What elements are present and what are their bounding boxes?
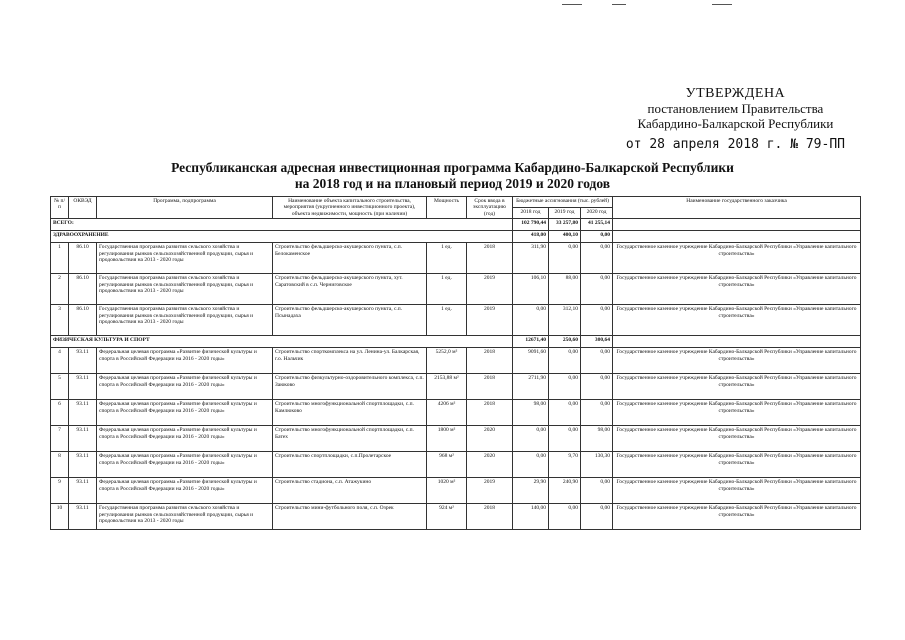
section-2019: 400,10 [549,231,581,243]
row-okved: 93.11 [69,400,97,426]
table-row [51,305,861,336]
row-object: Строительство стадиона, с.п. Атажукино [273,478,427,504]
table-row [51,504,861,530]
row-2018: 98,00 [513,400,549,426]
row-2020: 0,00 [581,374,613,400]
row-term: 2019 [467,478,513,504]
section-2020: 300,64 [581,336,613,348]
table-row [51,374,861,400]
row-term: 2018 [467,504,513,530]
row-2020: 0,00 [581,274,613,305]
row-2019: 0,00 [549,426,581,452]
row-program: Федеральная целевая программа «Развитие физической культуры и спорта в Российской Федерации на 2016 - 2020 годы» [97,426,273,452]
row-2019: 0,00 [549,400,581,426]
section-name: ЗДРАВООХРАНЕНИЕ [51,231,513,243]
table-row [51,426,861,452]
header-year-2018: 2018 год [513,208,549,219]
row-object: Строительство фельдшерско-акушерского пункта, с.п. Белокаменское [273,243,427,274]
row-object: Строительство спорткомплекса на ул. Ленина-ул. Балкарская, г.о. Нальчик [273,348,427,374]
row-term: 2018 [467,348,513,374]
empty-cell [613,336,861,348]
row-2018: 106,10 [513,274,549,305]
row-num: 10 [51,504,69,530]
row-num: 3 [51,305,69,336]
header-program: Программа, подпрограмма [97,197,273,219]
section-row [51,336,861,348]
total-row [51,219,861,231]
row-2020: 0,00 [581,504,613,530]
row-num: 4 [51,348,69,374]
row-2019: 88,00 [549,274,581,305]
row-2020: 0,00 [581,400,613,426]
row-customer: Государственное казенное учреждение Кабардино-Балкарской Республики «Управление капитального строительства» [613,348,861,374]
scan-artifact [562,4,582,5]
row-capacity: 924 м² [427,504,467,530]
row-2019: 0,00 [549,504,581,530]
row-object: Строительство многофункциональной спортплощадки, с.п. Батех [273,426,427,452]
row-2020: 0,00 [581,305,613,336]
row-capacity: 1800 м² [427,426,467,452]
approval-date: от 28 апреля 2018 г. № 79-ПП [625,137,845,152]
scan-artifact [612,4,626,5]
row-num: 2 [51,274,69,305]
header-year-2019: 2019 год [549,208,581,219]
row-term: 2019 [467,274,513,305]
section-2018: 418,00 [513,231,549,243]
section-name: ФИЗИЧЕСКАЯ КУЛЬТУРА И СПОРТ [51,336,513,348]
row-program: Федеральная целевая программа «Развитие физической культуры и спорта в Российской Федерации на 2016 - 2020 годы» [97,452,273,478]
row-2019: 0,00 [549,348,581,374]
row-program: Государственная программа развития сельского хозяйства и регулирования рынков сельскохозяйственной продукции, сырья и продовольствия на 2013 - 2020 годы [97,274,273,305]
approval-stamp [626,86,845,152]
header-year-2020: 2020 год [581,208,613,219]
row-program: Федеральная целевая программа «Развитие физической культуры и спорта в Российской Федерации на 2016 - 2020 годы» [97,478,273,504]
row-term: 2020 [467,452,513,478]
row-okved: 93.11 [69,452,97,478]
table-row [51,243,861,274]
empty-cell [613,219,861,231]
row-okved: 93.11 [69,374,97,400]
row-2018: 29,90 [513,478,549,504]
row-num: 1 [51,243,69,274]
row-capacity: 5252,0 м² [427,348,467,374]
table-row [51,478,861,504]
approval-line: Кабардино-Балкарской Республики [637,116,834,131]
section-2019: 250,60 [549,336,581,348]
empty-cell [613,231,861,243]
table-row [51,452,861,478]
row-2018: 0,00 [513,426,549,452]
total-2019: 33 257,80 [549,219,581,231]
row-term: 2018 [467,400,513,426]
row-customer: Государственное казенное учреждение Кабардино-Балкарской Республики «Управление капитального строительства» [613,504,861,530]
investment-table [50,196,861,530]
table-row [51,348,861,374]
row-okved: 93.11 [69,504,97,530]
row-2018: 140,00 [513,504,549,530]
row-2018: 311,90 [513,243,549,274]
header-customer: Наименование государственного заказчика [613,197,861,219]
header-num: № п/п [51,197,69,219]
row-capacity: 1 ед. [427,305,467,336]
row-capacity: 2153,88 м² [427,374,467,400]
row-2019: 0,00 [549,243,581,274]
row-2020: 98,00 [581,426,613,452]
section-row [51,231,861,243]
row-2020: 0,00 [581,348,613,374]
row-num: 9 [51,478,69,504]
row-2018: 0,00 [513,452,549,478]
row-program: Федеральная целевая программа «Развитие физической культуры и спорта в Российской Федерации на 2016 - 2020 годы» [97,348,273,374]
row-2020: 130,30 [581,452,613,478]
row-object: Строительство многофункциональной спортплощадки, с.п. Камлюково [273,400,427,426]
row-okved: 93.11 [69,478,97,504]
row-object: Строительство фельдшерско-акушерского пункта, хут. Саратовский в с.п. Черниговское [273,274,427,305]
row-capacity: 4206 м² [427,400,467,426]
row-num: 6 [51,400,69,426]
row-customer: Государственное казенное учреждение Кабардино-Балкарской Республики «Управление капитального строительства» [613,400,861,426]
row-object: Строительство фельдшерско-акушерского пункта, с.п. Псынадаха [273,305,427,336]
row-customer: Государственное казенное учреждение Кабардино-Балкарской Республики «Управление капитального строительства» [613,478,861,504]
row-object: Строительство мини-футбольного поля, с.п. Озрек [273,504,427,530]
approval-line: постановлением Правительства [647,101,824,116]
row-object: Строительство спортплощадки, с.п.Пролетарское [273,452,427,478]
row-customer: Государственное казенное учреждение Кабардино-Балкарской Республики «Управление капитального строительства» [613,374,861,400]
row-okved: 86.10 [69,274,97,305]
row-program: Федеральная целевая программа «Развитие физической культуры и спорта в Российской Федерации на 2016 - 2020 годы» [97,374,273,400]
row-2019: 0,00 [549,374,581,400]
section-2020: 0,00 [581,231,613,243]
row-program: Государственная программа развития сельского хозяйства и регулирования рынков сельскохозяйственной продукции, сырья и продовольствия на 2013 - 2020 годы [97,504,273,530]
row-term: 2018 [467,374,513,400]
row-2020: 0,00 [581,478,613,504]
table-row [51,274,861,305]
row-customer: Государственное казенное учреждение Кабардино-Балкарской Республики «Управление капитального строительства» [613,274,861,305]
row-okved: 93.11 [69,426,97,452]
header-term: Срок ввода в эксплуатацию (год) [467,197,513,219]
row-program: Государственная программа развития сельского хозяйства и регулирования рынков сельскохозяйственной продукции, сырья и продовольствия на 2013 - 2020 годы [97,305,273,336]
title-line: Республиканская адресная инвестиционная программа Кабардино-Балкарской Республики [171,160,734,175]
row-term: 2020 [467,426,513,452]
row-customer: Государственное казенное учреждение Кабардино-Балкарской Республики «Управление капитального строительства» [613,426,861,452]
total-label: ВСЕГО: [51,219,513,231]
row-2018: 9091,60 [513,348,549,374]
row-2020: 0,00 [581,243,613,274]
header-budget: Бюджетные ассигнования (тыс. рублей) [513,197,613,208]
row-2018: 2711,90 [513,374,549,400]
row-program: Федеральная целевая программа «Развитие физической культуры и спорта в Российской Федерации на 2016 - 2020 годы» [97,400,273,426]
total-2020: 41 255,14 [581,219,613,231]
row-term: 2019 [467,305,513,336]
row-okved: 86.10 [69,243,97,274]
row-num: 7 [51,426,69,452]
table-row [51,400,861,426]
row-2019: 312,10 [549,305,581,336]
section-2018: 12671,40 [513,336,549,348]
row-customer: Государственное казенное учреждение Кабардино-Балкарской Республики «Управление капитального строительства» [613,243,861,274]
row-num: 8 [51,452,69,478]
scan-artifact [712,4,732,5]
row-program: Государственная программа развития сельского хозяйства и регулирования рынков сельскохозяйственной продукции, сырья и продовольствия на 2013 - 2020 годы [97,243,273,274]
row-capacity: 968 м² [427,452,467,478]
header-capacity: Мощность [427,197,467,219]
row-customer: Государственное казенное учреждение Кабардино-Балкарской Республики «Управление капитального строительства» [613,452,861,478]
header-object: Наименование объекта капитального строительства, мероприятия (укрупненного инвестиционного проекта), объекта недвижимости, мощность (при наличии) [273,197,427,219]
approval-heading: УТВЕРЖДЕНА [685,86,786,101]
document-title [0,160,905,192]
title-line: на 2018 год и на плановый период 2019 и 2020 годов [294,176,611,191]
row-okved: 86.10 [69,305,97,336]
total-2018: 102 790,44 [513,219,549,231]
row-capacity: 1 ед. [427,243,467,274]
header-okved: ОКВЭД [69,197,97,219]
row-2019: 240,90 [549,478,581,504]
row-capacity: 1020 м² [427,478,467,504]
row-2019: 9,70 [549,452,581,478]
row-2018: 0,00 [513,305,549,336]
row-capacity: 1 ед. [427,274,467,305]
row-term: 2018 [467,243,513,274]
row-okved: 93.11 [69,348,97,374]
row-customer: Государственное казенное учреждение Кабардино-Балкарской Республики «Управление капитального строительства» [613,305,861,336]
row-object: Строительство физкультурно-оздоровительного комплекса, с.п. Заюково [273,374,427,400]
row-num: 5 [51,374,69,400]
